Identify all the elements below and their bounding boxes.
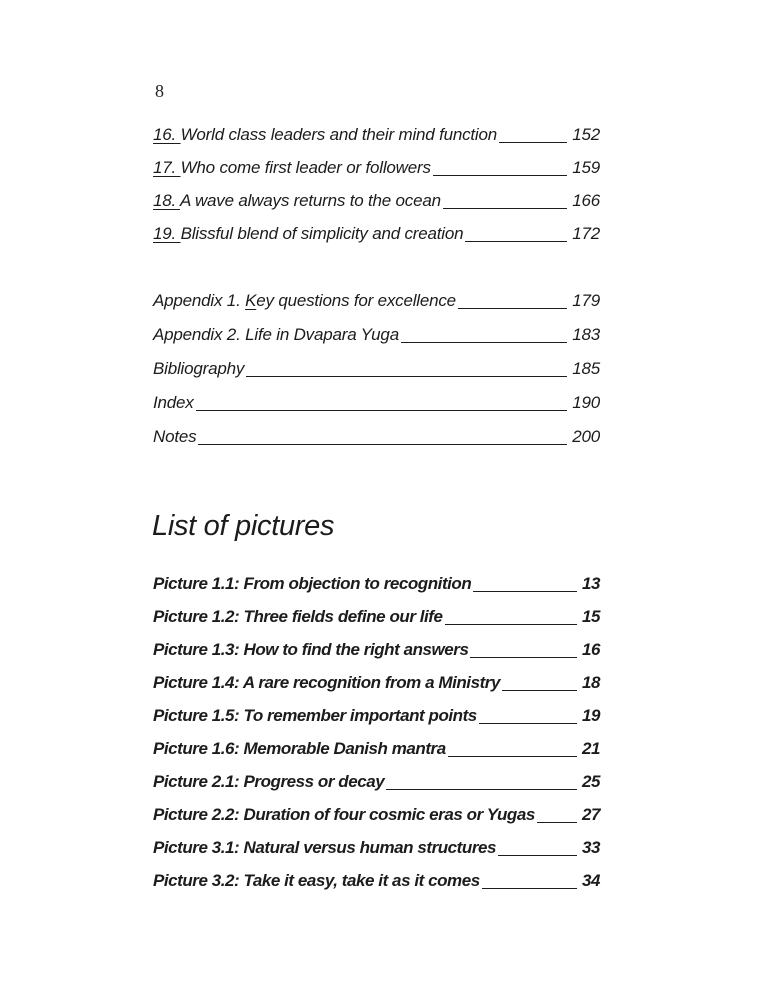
toc-entry-text: World class leaders and their mind function <box>180 125 498 144</box>
picture-entry-title: Picture 1.5: To remember important points <box>153 706 477 725</box>
toc-entry-page: 183 <box>572 325 600 344</box>
toc-entry-text: A wave always returns to the ocean <box>179 191 441 210</box>
toc-entry-page: 179 <box>572 291 600 310</box>
toc-entry-prefix: Index <box>153 393 194 412</box>
dotted-leader <box>401 341 567 343</box>
toc-entry-page: 159 <box>572 158 600 177</box>
picture-entry-page: 25 <box>581 772 600 791</box>
picture-entry <box>153 732 600 765</box>
dotted-leader <box>196 409 568 411</box>
picture-entry <box>153 798 600 831</box>
toc-entry-title <box>153 184 441 217</box>
dotted-leader <box>482 887 577 889</box>
toc-entry-title <box>153 318 399 352</box>
toc-entry-title <box>153 420 196 454</box>
toc-entry-text: Blissful blend of simplicity and creation <box>180 224 464 243</box>
picture-entry-title: Picture 1.1: From objection to recognition <box>153 574 472 593</box>
toc-backmatter-list <box>153 284 600 454</box>
toc-entry-page: 190 <box>572 393 600 412</box>
toc-entry-title <box>153 352 244 386</box>
toc-entry <box>153 386 600 420</box>
dotted-leader <box>246 375 567 377</box>
dotted-leader <box>473 590 577 592</box>
picture-entry <box>153 567 600 600</box>
picture-entry-page: 16 <box>581 640 600 659</box>
toc-entry-page: 172 <box>572 224 600 243</box>
picture-entry <box>153 666 600 699</box>
picture-entry <box>153 699 600 732</box>
dotted-leader <box>198 443 567 445</box>
picture-entry-title: Picture 1.3: How to find the right answers <box>153 640 469 659</box>
dotted-leader <box>458 307 567 309</box>
picture-entry <box>153 831 600 864</box>
dotted-leader <box>499 141 567 143</box>
picture-entry-page: 19 <box>581 706 600 725</box>
toc-entry <box>153 217 600 250</box>
picture-entry-title: Picture 2.1: Progress or decay <box>153 772 385 791</box>
page-number: 8 <box>155 81 164 101</box>
picture-entry-title: Picture 3.2: Take it easy, take it as it comes <box>153 871 480 890</box>
dotted-leader <box>498 854 577 856</box>
picture-entry-title: Picture 3.1: Natural versus human structures <box>153 838 496 857</box>
dotted-leader <box>502 689 577 691</box>
picture-entry-page: 18 <box>581 673 600 692</box>
dotted-leader <box>443 207 567 209</box>
dotted-leader <box>448 755 577 757</box>
toc-chapter-list <box>153 118 600 250</box>
picture-entry-page: 27 <box>581 805 600 824</box>
toc-entry-prefix: Bibliography <box>153 359 245 378</box>
toc-entry-title <box>153 118 497 151</box>
toc-entry <box>153 420 600 454</box>
dotted-leader <box>479 722 577 724</box>
toc-entry-title <box>153 151 431 184</box>
toc-entry-text: ey questions for excellence <box>256 291 456 310</box>
toc-entry-prefix: Appendix 1. <box>153 291 246 310</box>
toc-entry-page: 166 <box>572 191 600 210</box>
toc-entry-number: 16. <box>153 125 181 144</box>
picture-entry-title: Picture 1.2: Three fields define our life <box>153 607 443 626</box>
toc-entry <box>153 184 600 217</box>
dotted-leader <box>386 788 577 790</box>
toc-entry-number: 17. <box>153 158 181 177</box>
toc-entry-title <box>153 284 456 318</box>
toc-entry-page: 152 <box>572 125 600 144</box>
toc-entry-page: 200 <box>572 427 600 446</box>
dotted-leader <box>537 821 577 823</box>
dotted-leader <box>470 656 577 658</box>
picture-entry-page: 15 <box>581 607 600 626</box>
dotted-leader <box>433 174 567 176</box>
picture-entry <box>153 864 600 897</box>
picture-entry-page: 33 <box>581 838 600 857</box>
toc-entry <box>153 118 600 151</box>
picture-entry <box>153 600 600 633</box>
toc-entry-text: Who come first leader or followers <box>180 158 431 177</box>
toc-entry <box>153 284 600 318</box>
toc-entry-prefix: Appendix 2. Life in Dvapara Yuga <box>153 325 399 344</box>
toc-entry-page: 185 <box>572 359 600 378</box>
toc-entry-underlined: K <box>245 291 257 310</box>
picture-entry-page: 13 <box>581 574 600 593</box>
picture-entry-page: 21 <box>581 739 600 758</box>
picture-entry <box>153 633 600 666</box>
toc-entry-number: 19. <box>153 224 181 243</box>
toc-entry-number: 18. <box>153 191 180 210</box>
dotted-leader <box>445 623 577 625</box>
dotted-leader <box>465 240 567 242</box>
list-of-pictures-heading: List of pictures <box>152 510 335 542</box>
picture-entry-title: Picture 1.6: Memorable Danish mantra <box>153 739 446 758</box>
picture-entry-title: Picture 1.4: A rare recognition from a Ministry <box>153 673 500 692</box>
toc-entry <box>153 318 600 352</box>
toc-entry-prefix: Notes <box>153 427 197 446</box>
toc-entry <box>153 352 600 386</box>
picture-entry-page: 34 <box>581 871 600 890</box>
picture-entry <box>153 765 600 798</box>
picture-list <box>153 567 600 897</box>
toc-entry-title <box>153 386 194 420</box>
toc-entry-title <box>153 217 463 250</box>
toc-entry <box>153 151 600 184</box>
picture-entry-title: Picture 2.2: Duration of four cosmic eras or Yugas <box>153 805 535 824</box>
